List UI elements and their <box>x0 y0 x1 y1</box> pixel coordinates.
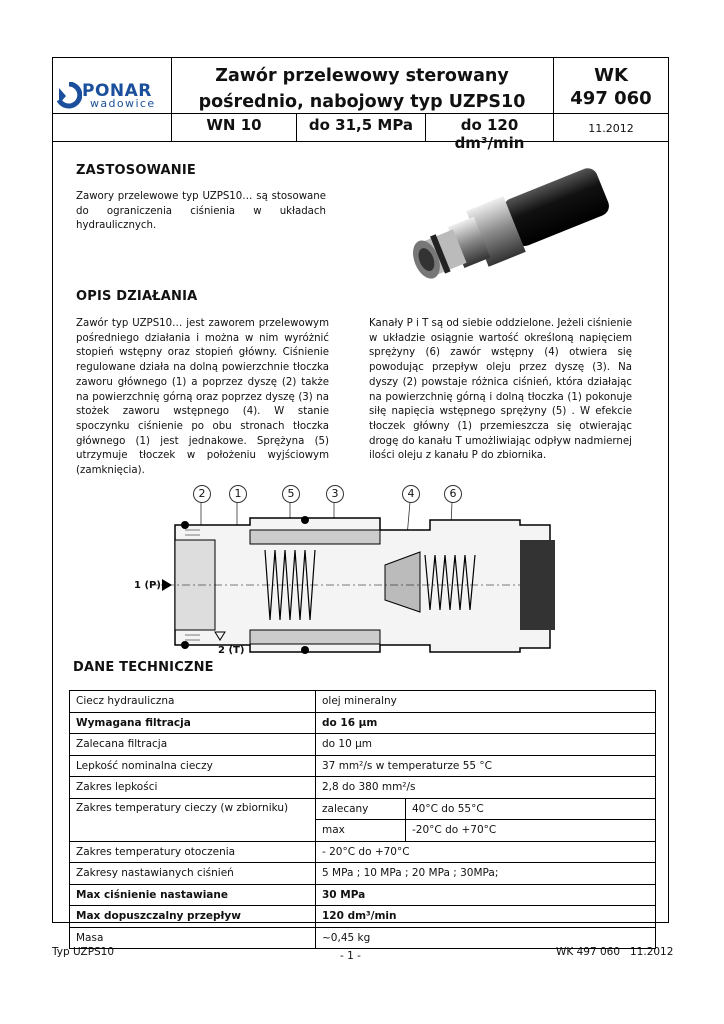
row-value: 5 MPa ; 10 MPa ; 20 MPa ; 30MPa; <box>316 863 656 885</box>
table-row <box>70 841 656 863</box>
ponar-logo-icon <box>56 82 82 110</box>
row-value: olej mineralny <box>316 691 656 713</box>
table-row <box>70 863 656 885</box>
callout-3: 3 <box>326 485 344 503</box>
callout-1: 1 <box>229 485 247 503</box>
spec-pressure: do 31,5 MPa <box>308 116 414 134</box>
logo-brand: PONAR <box>82 81 152 101</box>
zastosowanie-text: Zawory przelewowe typ UZPS10… są stosowane do ograniczenia ciśnienia w układach hydraulicznych. <box>76 191 326 232</box>
section-heading-dane: DANE TECHNICZNE <box>73 660 214 675</box>
table-row <box>70 884 656 906</box>
row-label: Max ciśnienie nastawiane <box>70 884 316 906</box>
port-t-label: 2 (T) <box>218 645 245 656</box>
spec-flow: do 120 dm³/min <box>454 116 525 152</box>
table-row <box>70 691 656 713</box>
table-row <box>70 777 656 799</box>
spec-size: WN 10 <box>206 116 262 134</box>
row-sublabel: zalecany <box>316 798 406 820</box>
row-value: ~0,45 kg <box>316 927 656 949</box>
callout-6: 6 <box>444 485 462 503</box>
row-value: 40°C do 55°C <box>406 798 656 820</box>
table-row <box>70 755 656 777</box>
header-date: 11.2012 <box>588 122 634 135</box>
row-label: Zakres lepkości <box>70 777 316 799</box>
header-bottom <box>52 141 669 142</box>
row-value: do 10 µm <box>316 734 656 756</box>
callout-5: 5 <box>282 485 300 503</box>
row-label: Wymagana filtracja <box>70 712 316 734</box>
row-label: Zakresy nastawianych ciśnień <box>70 863 316 885</box>
row-value: 30 MPa <box>316 884 656 906</box>
table-row <box>70 734 656 756</box>
technical-data-table <box>69 690 656 949</box>
title-line-2: pośrednio, nabojowy typ UZPS10 <box>198 92 526 112</box>
opis-column-2: Kanały P i T są od siebie oddzielone. Jeżeli ciśnienie w układzie osiągnie wartość określoną napięciem sprężyny (6) zawór wstępny (4) otwiera się powodując przepływ oleju przez dyszę (3). Na dyszy (2) powstaje różnica ciśnień, która działając na powierzchnię górną i dolną tłoczka (1) pokonuje siłę napięcia wstępnego sprężyny (5) . W efekcie tłoczek główny (1) przemieszcza się otwierając drogę do kanału T umożliwiając odpływ nadmiernej ilości oleju z kanału P do zbiornika. <box>369 318 632 462</box>
row-value: 120 dm³/min <box>316 906 656 928</box>
doc-code-line-1: WK <box>594 65 628 86</box>
row-label: Zakres temperatury otoczenia <box>70 841 316 863</box>
row-value: 37 mm²/s w temperaturze 55 °C <box>316 755 656 777</box>
row-value: do 16 µm <box>316 712 656 734</box>
table-row <box>70 798 656 820</box>
product-photo <box>384 167 634 307</box>
footer-doc-code: WK 497 060 <box>556 946 621 958</box>
table-row <box>70 712 656 734</box>
section-heading-opis: OPIS DZIAŁANIA <box>76 289 198 304</box>
footer-type: Typ UZPS10 <box>52 946 115 958</box>
footer-date: 11.2012 <box>630 946 674 958</box>
row-label: Zakres temperatury cieczy (w zbiorniku) <box>70 798 316 841</box>
port-p-label: 1 (P) <box>134 580 161 591</box>
sectional-diagram <box>130 480 560 660</box>
row-label: Lepkość nominalna cieczy <box>70 755 316 777</box>
doc-code-line-2: 497 060 <box>570 88 652 109</box>
ponar-logo <box>56 80 168 112</box>
table-row <box>70 906 656 928</box>
row-sublabel: max <box>316 820 406 842</box>
row-label: Ciecz hydrauliczna <box>70 691 316 713</box>
callout-2: 2 <box>193 485 211 503</box>
row-value: -20°C do +70°C <box>406 820 656 842</box>
document-title <box>172 63 552 115</box>
footer-page-number: - 1 - <box>340 950 361 962</box>
row-value: - 20°C do +70°C <box>316 841 656 863</box>
row-label: Zalecana filtracja <box>70 734 316 756</box>
callout-4: 4 <box>402 485 420 503</box>
row-label: Max dopuszczalny przepływ <box>70 906 316 928</box>
title-line-1: Zawór przelewowy sterowany <box>215 66 509 86</box>
document-code <box>555 64 667 110</box>
section-heading-zastosowanie: ZASTOSOWANIE <box>76 163 196 178</box>
logo-sub: wadowice <box>90 97 156 110</box>
opis-column-1: Zawór typ UZPS10… jest zaworem przelewowym pośredniego działania i można w nim wyróżnić stopień wstępny oraz stopień główny. Ciśnienie regulowane działa na dolną powierzchnie tłoczka zaworu głównego (1) a poprzez dyszę (2) także na powierzchnię górną oraz poprzez dyszę (3) na stożek zaworu wstępnego (4). W stanie spoczynku ciśnienie po obu stronach tłoczka głównego (1) jest jednakowe. Sprężyna (5) utrzymuje tłoczek w położeniu wyjściowym (zamknięcia). <box>76 318 329 477</box>
row-label: Masa <box>70 927 316 949</box>
row-value: 2,8 do 380 mm²/s <box>316 777 656 799</box>
